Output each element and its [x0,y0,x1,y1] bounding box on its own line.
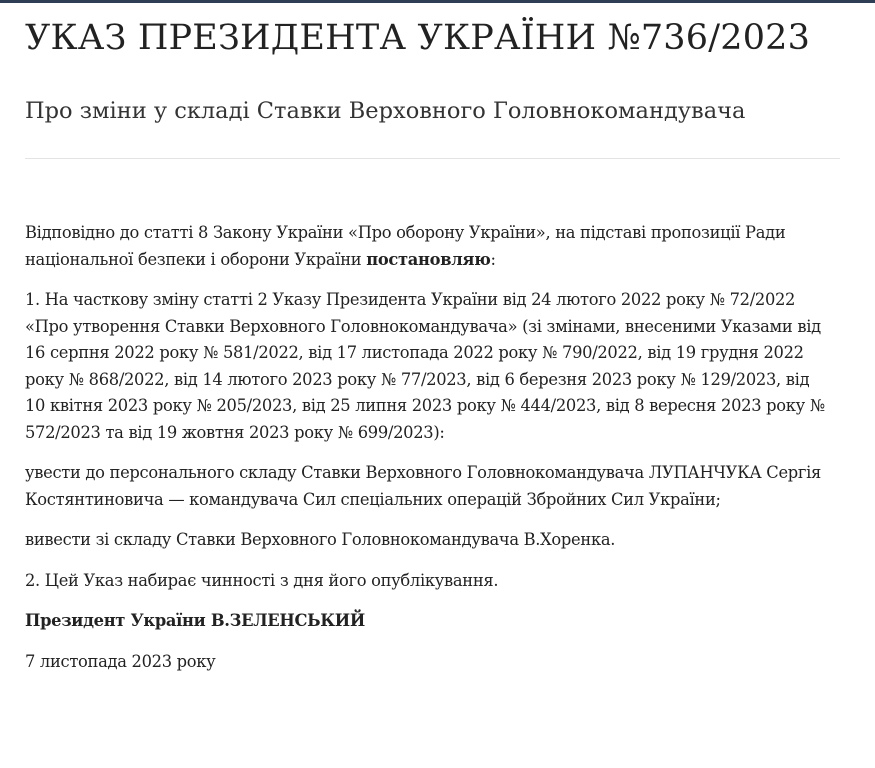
article-2-paragraph: 2. Цей Указ набирає чинності з дня його опублікування. [25,570,499,590]
article-1-remove-paragraph: вивести зі складу Ставки Верховного Головнокомандувача В.Хоренка. [25,530,616,549]
preamble-text: Відповідно до статті 8 Закону України «Про оборону України», на підставі пропозиції Ради національної безпеки і оборони України [25,223,786,269]
preamble-end-text: : [490,249,496,269]
preamble-bold-text: постановляю [366,249,491,269]
date-paragraph: 7 листопада 2023 року [25,651,216,671]
signature-text: Президент України В.ЗЕЛЕНСЬКИЙ [25,611,365,630]
article-1-appoint-paragraph: увести до персонального складу Ставки Верховного Головнокомандувача ЛУПАНЧУКА Сергія Костянтиновича — командувача Сил спеціальних операцій Збройних Сил України; [25,463,822,509]
decree-body [25,220,833,689]
header-divider [25,158,840,159]
signature-paragraph [25,608,833,635]
preamble-paragraph [25,220,833,273]
top-accent-bar [0,0,875,3]
page-subtitle: Про зміни у складі Ставки Верховного Головнокомандувача [25,98,746,124]
page-title: УКАЗ ПРЕЗИДЕНТА УКРАЇНИ №736/2023 [25,18,811,58]
article-1-paragraph: 1. На часткову зміну статті 2 Указу Президента України від 24 лютого 2022 року № 72/2022 «Про утворення Ставки Верховного Головнокомандувача» (зі змінами, внесеними Указами від 16 серпня 2022 року № 581/2022, від 17 листопада 2022 року № 790/2022, від 19 грудня 2022 року № 868/2022, від 14 лютого 2023 року № 77/2023, від 6 березня 2023 року № 129/2023, від 10 квітня 2023 року № 205/2023, від 25 липня 2023 року № 444/2023, від 8 вересня 2023 року № 572/2023 та від 19 жовтня 2023 року № 699/2023): [25,290,825,442]
